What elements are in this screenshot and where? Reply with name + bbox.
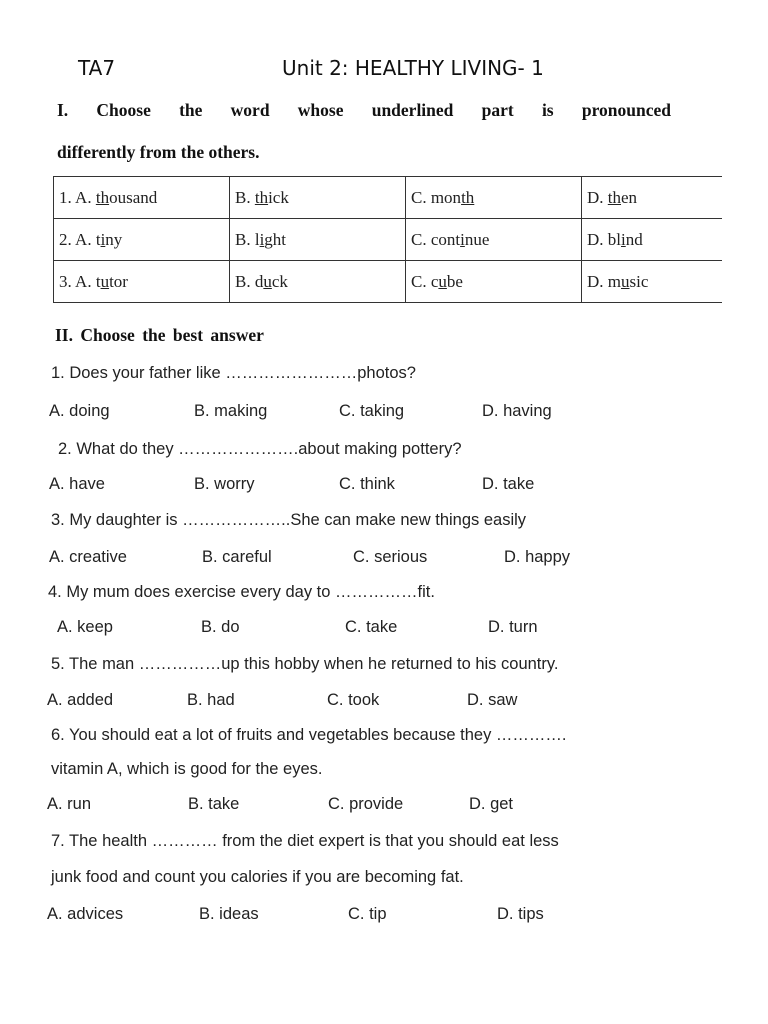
question-text: 3. My daughter is ………………..She can make new things easily bbox=[51, 511, 527, 529]
word-end: tor bbox=[109, 271, 128, 291]
pronunciation-row bbox=[54, 261, 722, 303]
underlined-letters: th bbox=[461, 187, 475, 207]
pronunciation-option bbox=[54, 177, 230, 219]
section-1-heading-line-2: differently from the others. bbox=[57, 142, 260, 162]
answer-option: D. turn bbox=[488, 618, 538, 636]
word-start: 3. A. t bbox=[59, 271, 101, 291]
underlined-letters: th bbox=[254, 187, 269, 207]
answer-option: C. provide bbox=[328, 795, 404, 813]
underlined-letters: i bbox=[100, 229, 106, 249]
question-text: 5. The man ……………up this hobby when he returned to his country. bbox=[51, 655, 559, 673]
word-start: B. l bbox=[235, 229, 260, 249]
answer-option: A. doing bbox=[49, 402, 110, 420]
underlined-letters: i bbox=[259, 229, 265, 249]
question-text: 7. The health ………… from the diet expert is that you should eat less bbox=[51, 832, 559, 850]
word-start: D. bl bbox=[587, 229, 621, 249]
question-text: 4. My mum does exercise every day to ……………fit. bbox=[48, 583, 435, 601]
answer-option: A. added bbox=[47, 691, 114, 709]
pronunciation-row bbox=[54, 219, 722, 261]
section-2-heading: II. Choose the best answer bbox=[55, 325, 264, 345]
pronunciation-option bbox=[406, 177, 582, 219]
page-title: Unit 2: HEALTHY LIVING- 1 bbox=[282, 56, 544, 80]
word-start: C. cont bbox=[411, 229, 461, 249]
word-end: ousand bbox=[109, 187, 158, 207]
answer-option: B. ideas bbox=[199, 905, 259, 923]
word-start: 1. A. bbox=[59, 187, 96, 207]
word-end: be bbox=[446, 271, 463, 291]
underlined-letters: i bbox=[460, 229, 465, 249]
word-start: D. m bbox=[587, 271, 621, 291]
answer-option: B. making bbox=[194, 402, 268, 420]
underlined-letters: th bbox=[95, 187, 110, 207]
word-end: ny bbox=[105, 229, 123, 249]
answer-option: D. tips bbox=[497, 905, 544, 923]
pronunciation-option bbox=[406, 219, 582, 261]
answer-option: A. keep bbox=[57, 618, 113, 636]
pronunciation-table bbox=[53, 176, 722, 303]
answer-option: C. serious bbox=[353, 548, 428, 566]
word-start: 2. A. t bbox=[59, 229, 101, 249]
pronunciation-option bbox=[230, 219, 406, 261]
answer-option: A. creative bbox=[49, 548, 127, 566]
answer-option: D. take bbox=[482, 475, 535, 493]
underlined-letters: i bbox=[621, 229, 626, 249]
pronunciation-option bbox=[582, 261, 722, 303]
underlined-letters: u bbox=[100, 271, 110, 291]
underlined-letters: u bbox=[621, 271, 630, 291]
word-end: en bbox=[621, 187, 638, 207]
answer-option: C. think bbox=[339, 475, 395, 493]
pronunciation-option bbox=[406, 261, 582, 303]
underlined-letters: th bbox=[607, 187, 622, 207]
word-start: C. c bbox=[411, 271, 439, 291]
word-end: nue bbox=[464, 229, 490, 249]
class-label: TA7 bbox=[78, 56, 116, 80]
answer-option: C. tip bbox=[348, 905, 387, 923]
answer-option: D. get bbox=[469, 795, 514, 813]
pronunciation-option bbox=[230, 261, 406, 303]
answer-option: A. advices bbox=[47, 905, 124, 923]
pronunciation-option bbox=[54, 261, 230, 303]
word-end: nd bbox=[625, 229, 643, 249]
section-1-heading-line-1: I. Choose the word whose underlined part is pronounced bbox=[57, 100, 671, 120]
underlined-letters: u bbox=[263, 271, 272, 291]
answer-option: B. worry bbox=[194, 475, 255, 493]
answer-option: D. happy bbox=[504, 548, 571, 566]
question-text-continued: junk food and count you calories if you are becoming fat. bbox=[51, 868, 464, 886]
answer-option: A. run bbox=[47, 795, 92, 813]
question-text: 1. Does your father like ……………………photos? bbox=[51, 364, 416, 382]
pronunciation-option bbox=[582, 219, 722, 261]
word-end: ck bbox=[271, 271, 288, 291]
underlined-letters: u bbox=[438, 271, 447, 291]
answer-option: C. take bbox=[345, 618, 398, 636]
pronunciation-row bbox=[54, 177, 722, 219]
answer-option: B. do bbox=[201, 618, 240, 636]
pronunciation-option bbox=[582, 177, 722, 219]
answer-option: C. taking bbox=[339, 402, 405, 420]
question-text-continued: vitamin A, which is good for the eyes. bbox=[51, 760, 323, 778]
word-start: D. bbox=[587, 187, 608, 207]
question-text: 6. You should eat a lot of fruits and vegetables because they …………. bbox=[51, 726, 567, 744]
answer-option: A. have bbox=[49, 475, 105, 493]
pronunciation-option bbox=[54, 219, 230, 261]
answer-option: B. careful bbox=[202, 548, 272, 566]
word-end: ght bbox=[264, 229, 287, 249]
word-start: B. d bbox=[235, 271, 264, 291]
word-start: C. mon bbox=[411, 187, 462, 207]
answer-option: D. having bbox=[482, 402, 552, 420]
question-text: 2. What do they ………………….about making pottery? bbox=[58, 440, 462, 458]
word-end: ick bbox=[268, 187, 289, 207]
answer-option: D. saw bbox=[467, 691, 518, 709]
answer-option: B. take bbox=[188, 795, 240, 813]
pronunciation-option bbox=[230, 177, 406, 219]
answer-option: B. had bbox=[187, 691, 235, 709]
word-end: sic bbox=[629, 271, 649, 291]
word-start: B. bbox=[235, 187, 255, 207]
answer-option: C. took bbox=[327, 691, 380, 709]
